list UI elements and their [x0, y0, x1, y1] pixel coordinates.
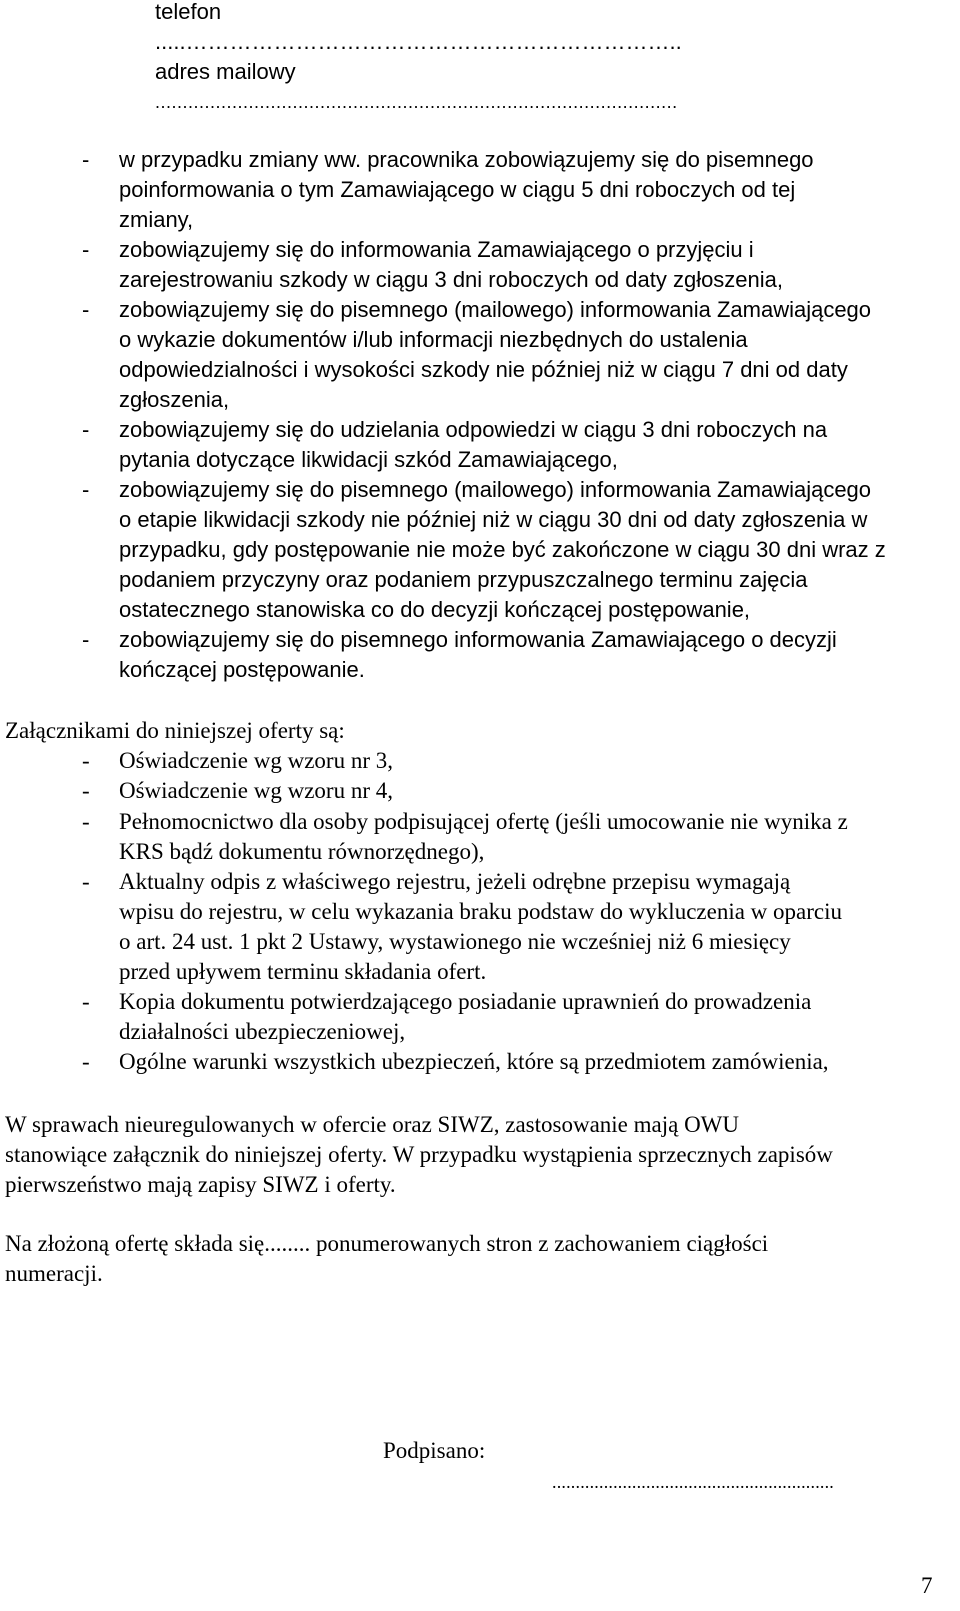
- obligation-item-line: zobowiązujemy się do pisemnego (mailowego) informowania Zamawiającego: [119, 477, 872, 502]
- obligation-item-line: odpowiedzialności i wysokości szkody nie później niż w ciągu 7 dni od daty: [119, 357, 848, 382]
- attachment-item-line: działalności ubezpieczeniowej,: [119, 1019, 406, 1044]
- email-dots: ...............................................................................................: [155, 92, 678, 112]
- paragraph-line: stanowiące załącznik do niniejszej oferty. W przypadku wystąpienia sprzecznych zapisów: [5, 1142, 833, 1167]
- obligation-item-line: zmiany,: [119, 207, 194, 232]
- page-number: 7: [921, 1573, 933, 1598]
- bullet-dash: -: [82, 989, 90, 1014]
- attachment-item: [119, 867, 842, 987]
- obligation-item: [119, 415, 827, 475]
- obligation-item-line: w przypadku zmiany ww. pracownika zobowiązujemy się do pisemnego: [119, 147, 814, 172]
- obligation-item: [119, 145, 814, 235]
- email-label: adres mailowy: [155, 59, 296, 84]
- bullet-dash: -: [82, 809, 90, 834]
- obligation-item: [119, 625, 837, 685]
- obligation-item-line: zarejestrowaniu szkody w ciągu 3 dni roboczych od daty zgłoszenia,: [119, 267, 784, 292]
- attachment-item-line: o art. 24 ust. 1 pkt 2 Ustawy, wystawionego nie wcześniej niż 6 miesięcy: [119, 929, 791, 954]
- bullet-dash: -: [82, 237, 90, 262]
- obligation-item-line: podaniem przyczyny oraz podaniem przypuszczalnego terminu zajęcia: [119, 567, 808, 592]
- signature-dots: ............................................................: [552, 1472, 834, 1492]
- obligation-item: [119, 295, 871, 415]
- bullet-dash: -: [82, 297, 90, 322]
- obligation-item-line: zobowiązujemy się do pisemnego (mailowego) informowania Zamawiającego: [119, 297, 872, 322]
- obligation-item-line: ostatecznego stanowiska co do decyzji kończącej postępowanie,: [119, 597, 751, 622]
- paragraph-line: numeracji.: [5, 1261, 103, 1286]
- attachments-heading: Załącznikami do niniejszej oferty są:: [5, 718, 345, 743]
- bullet-dash: -: [82, 1049, 90, 1074]
- closing2-text: [5, 1229, 768, 1289]
- bullet-dash: -: [82, 748, 90, 773]
- attachment-item-line: przed upływem terminu składania ofert.: [119, 959, 487, 984]
- obligation-item-line: kończącej postępowanie.: [119, 657, 365, 682]
- paragraph-line: Na złożoną ofertę składa się........ ponumerowanych stron z zachowaniem ciągłości: [5, 1231, 769, 1256]
- phone-dots: .....…………………………………………………………..: [155, 29, 682, 54]
- attachment-item: [119, 776, 393, 806]
- attachment-item: [119, 1047, 829, 1077]
- obligation-item-line: poinformowania o tym Zamawiającego w ciągu 5 dni roboczych od tej: [119, 177, 796, 202]
- attachment-item-line: Kopia dokumentu potwierdzającego posiadanie uprawnień do prowadzenia: [119, 989, 812, 1014]
- bullet-dash: -: [82, 627, 90, 652]
- attachment-item-line: Oświadczenie wg wzoru nr 3,: [119, 748, 393, 773]
- paragraph-line: pierwszeństwo mają zapisy SIWZ i oferty.: [5, 1172, 396, 1197]
- bullet-dash: -: [82, 417, 90, 442]
- obligation-item: [119, 475, 886, 625]
- closing1-text: [5, 1110, 833, 1200]
- obligation-item: [119, 235, 783, 295]
- attachment-item: [119, 807, 848, 867]
- attachment-item-line: wpisu do rejestru, w celu wykazania braku podstaw do wykluczenia w oparciu: [119, 899, 842, 924]
- obligation-item-line: zobowiązujemy się do udzielania odpowiedzi w ciągu 3 dni roboczych na: [119, 417, 828, 442]
- attachment-item-line: Pełnomocnictwo dla osoby podpisującej ofertę (jeśli umocowanie nie wynika z: [119, 809, 848, 834]
- attachment-item-line: Ogólne warunki wszystkich ubezpieczeń, które są przedmiotem zamówienia,: [119, 1049, 829, 1074]
- attachment-item: [119, 746, 393, 776]
- obligation-item-line: przypadku, gdy postępowanie nie może być zakończone w ciągu 30 dni wraz z: [119, 537, 886, 562]
- bullet-dash: -: [82, 869, 90, 894]
- attachment-item-line: KRS bądź dokumentu równorzędnego),: [119, 839, 485, 864]
- signature-label: Podpisano:: [383, 1438, 486, 1463]
- bullet-dash: -: [82, 477, 90, 502]
- obligation-item-line: zobowiązujemy się do pisemnego informowania Zamawiającego o decyzji: [119, 627, 837, 652]
- bullet-dash: -: [82, 778, 90, 803]
- attachment-item: [119, 987, 811, 1047]
- phone-label: telefon: [155, 0, 222, 24]
- bullet-dash: -: [82, 147, 90, 172]
- obligation-item-line: o wykazie dokumentów i/lub informacji niezbędnych do ustalenia: [119, 327, 748, 352]
- attachment-item-line: Oświadczenie wg wzoru nr 4,: [119, 778, 393, 803]
- obligation-item-line: zobowiązujemy się do informowania Zamawiającego o przyjęciu i: [119, 237, 754, 262]
- attachment-item-line: Aktualny odpis z właściwego rejestru, jeżeli odrębne przepisu wymagają: [119, 869, 791, 894]
- obligation-item-line: pytania dotyczące likwidacji szkód Zamawiającego,: [119, 447, 618, 472]
- paragraph-line: W sprawach nieuregulowanych w ofercie oraz SIWZ, zastosowanie mają OWU: [5, 1112, 740, 1137]
- obligation-item-line: zgłoszenia,: [119, 387, 230, 412]
- obligation-item-line: o etapie likwidacji szkody nie później niż w ciągu 30 dni od daty zgłoszenia w: [119, 507, 868, 532]
